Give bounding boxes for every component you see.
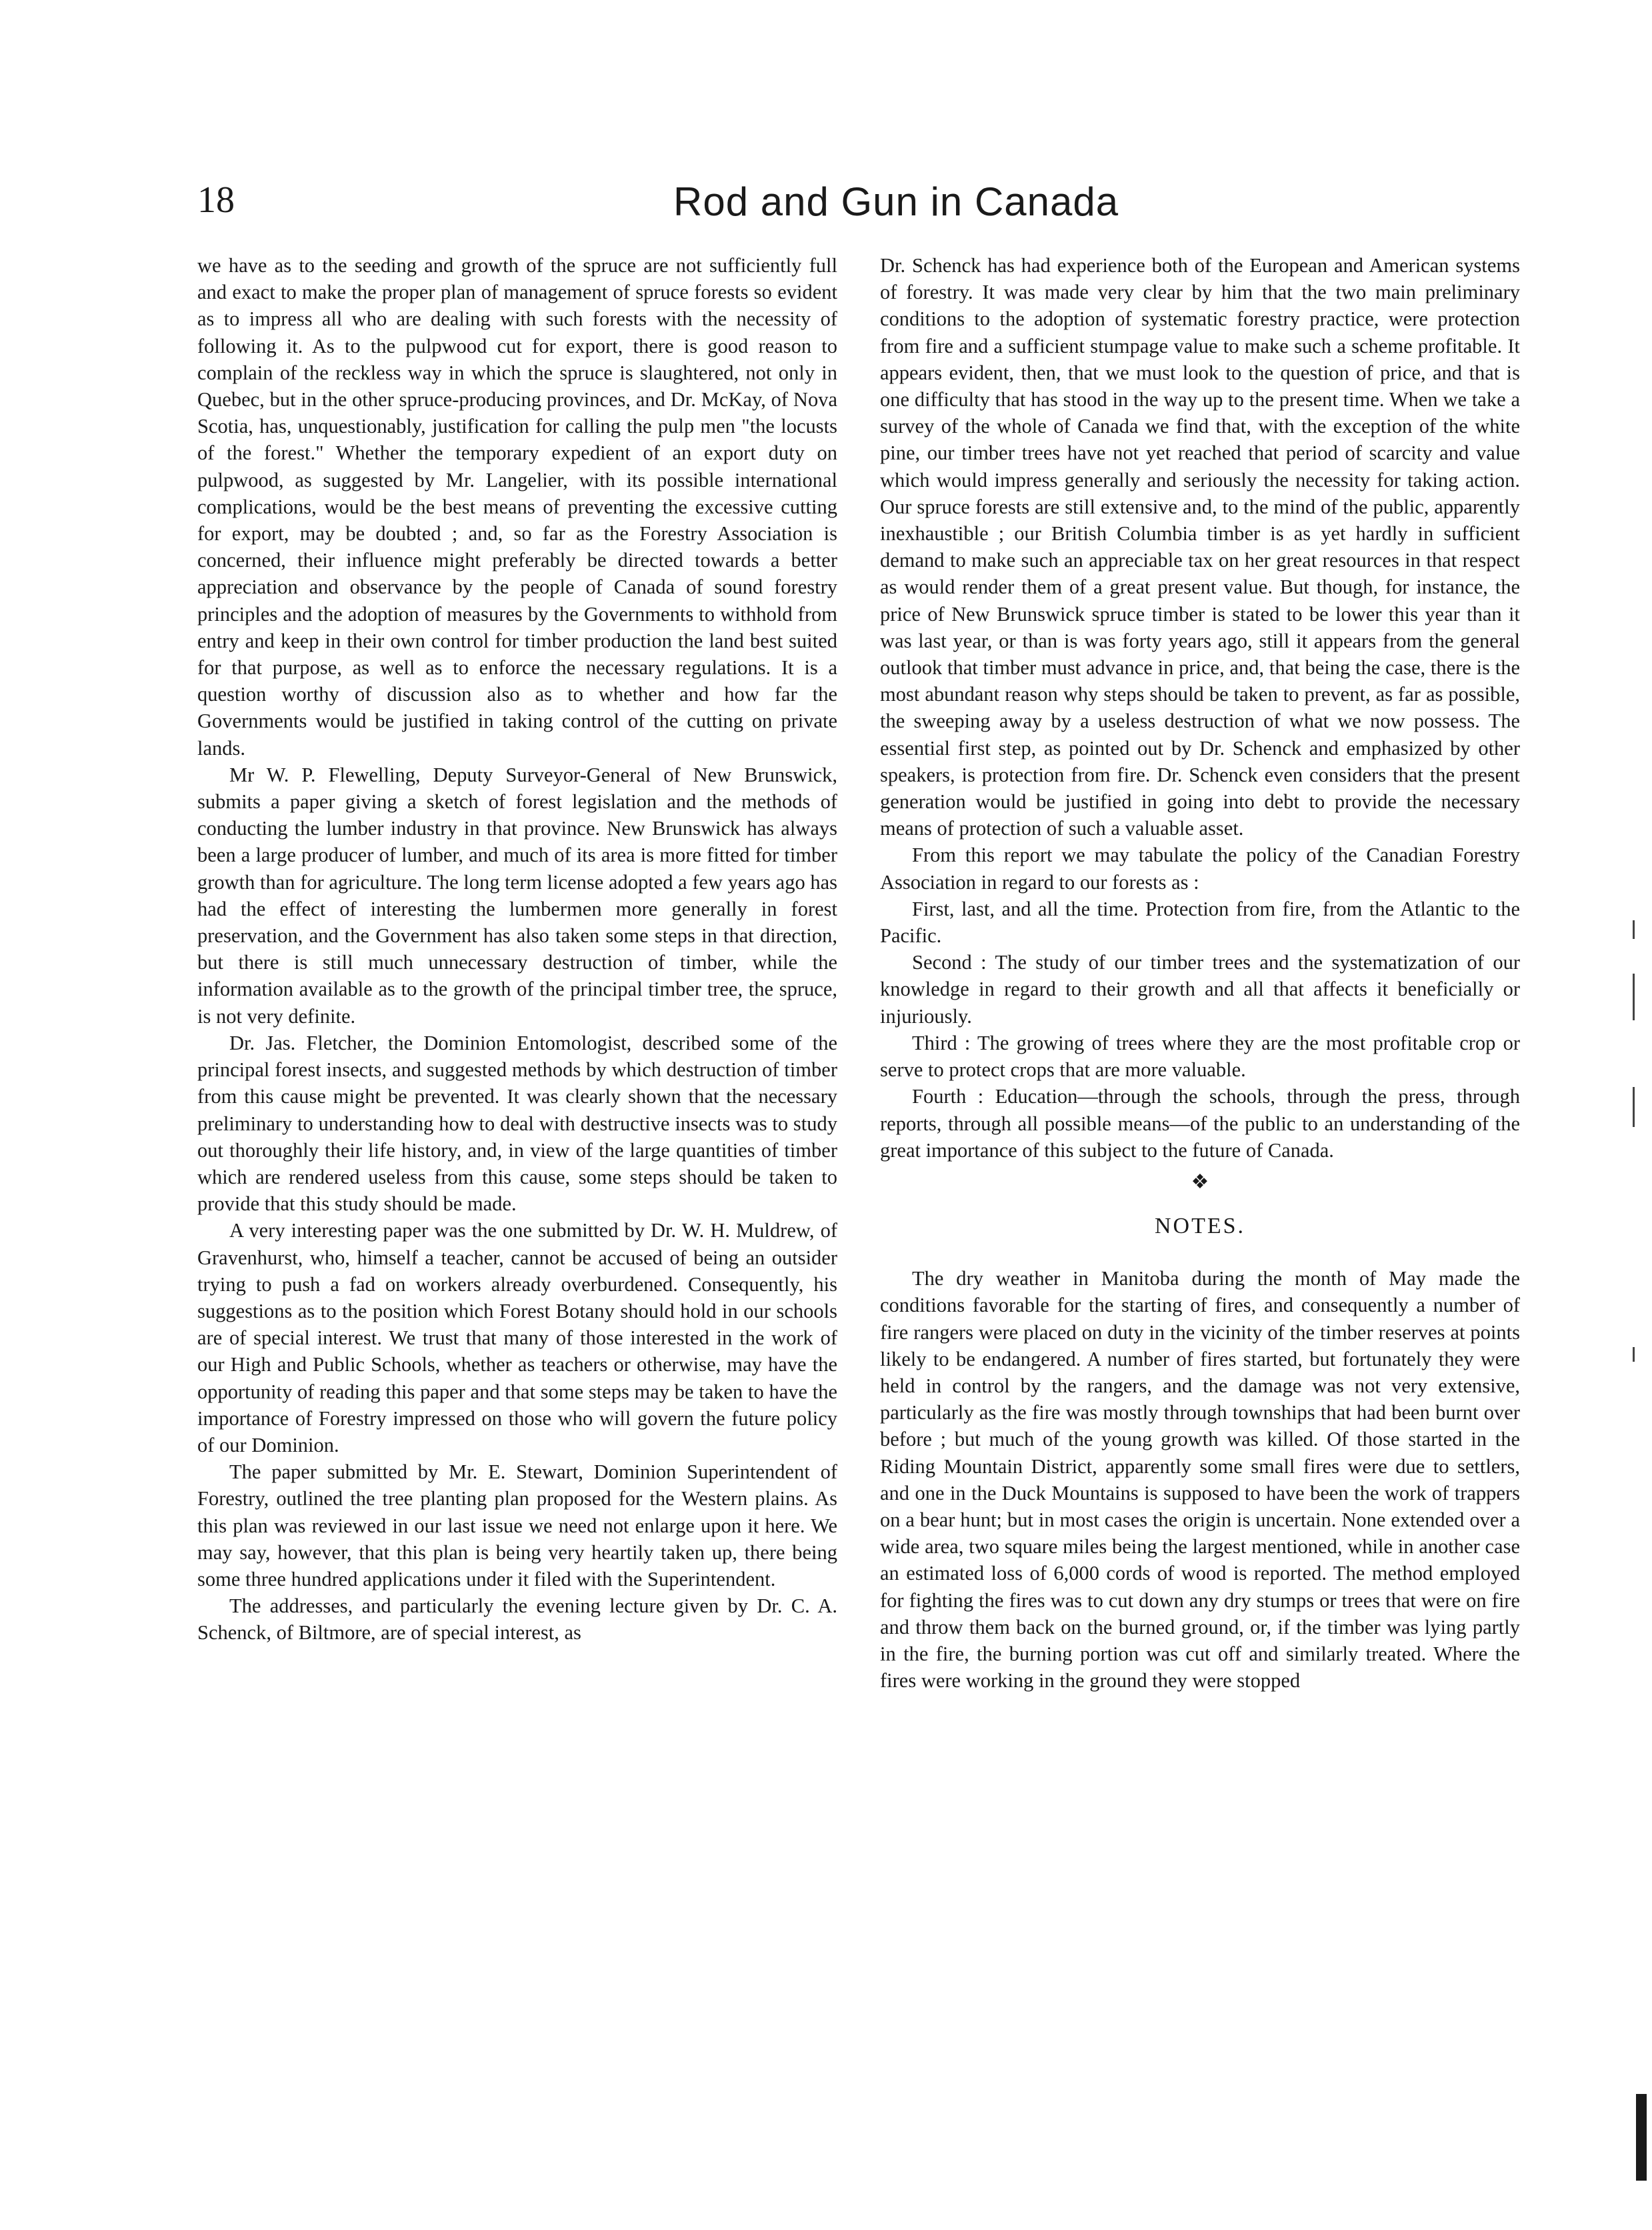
page-number: 18 (197, 179, 235, 221)
paragraph: The addresses, and particularly the evening lecture given by Dr. C. A. Schenck, of Biltmore, are of special interest, as (197, 1594, 837, 1644)
paragraph: Mr W. P. Flewelling, Deputy Surveyor-General of New Brunswick, submits a paper giving a sketch of forest legislation and the methods of conducting the lumber industry in that province. New Brunswick has always been a large producer of lumber, and much of its area is more fitted for timber growth than for agriculture. The long term license adopted a few years ago has had the effect of interesting the lumbermen more generally in forest preservation, and the Government has also taken some steps in that direction, but there is still much unnecessary destruction of timber, while the information available as to the growth of the principal timber tree, the spruce, is not very definite. (197, 763, 837, 1028)
left-column (197, 252, 837, 1646)
paragraph: Fourth : Education—through the schools, through the press, through reports, through all possible means—of the public to an understanding of the great importance of this subject to the future of Canada. (880, 1085, 1520, 1162)
notes-heading: NOTES. (1154, 1213, 1246, 1238)
margin-tick (1633, 920, 1635, 939)
paragraph: we have as to the seeding and growth of the spruce are not sufficiently full and exact to make the proper plan of management of spruce forests so evident as to impress all who are dealing with such forests with the necessity of following it. As to the pulpwood cut for export, there is good reason to complain of the reckless way in which the spruce is slaughtered, not only in Quebec, but in the other spruce-producing provinces, and Dr. McKay, of Nova Scotia, has, unquestionably, justification for calling the pulp men "the locusts of the forest." Whether the temporary expedient of an export duty on pulpwood, as suggested by Mr. Langelier, with its possible international complications, would be the best means of preventing the excessive cutting for export, may be doubted ; and, so far as the Forestry Association is concerned, their influence might preferably be directed towards a better appreciation and observance by the people of Canada of sound forestry principles and the adoption of measures by the Governments to withhold from entry and keep in their own control for timber production the land best suited for that purpose, as well as to enforce the necessary regulations. It is a question worthy of discussion also as to whether and how far the Governments would be justified in taking control of the cutting on private lands. (197, 254, 837, 760)
ornament-icon: ❖ (1191, 1170, 1209, 1193)
paragraph: From this report we may tabulate the policy of the Canadian Forestry Association in regard to our forests as : (880, 844, 1520, 894)
paragraph: Second : The study of our timber trees and the systematization of our knowledge in regard to their growth and all that affects it beneficially or injuriously. (880, 951, 1520, 1028)
running-title: Rod and Gun in Canada (673, 179, 1119, 224)
paragraph: Dr. Jas. Fletcher, the Dominion Entomologist, described some of the principal forest insects, and suggested methods by which destruction of timber from this cause might be prevented. It was clearly shown that the necessary preliminary to understanding how to deal with destructive insects was to study out thoroughly their life history, and, in view of the large quantities of timber which are rendered useless from this cause, some steps should be taken to provide that this study should be made. (197, 1031, 837, 1216)
paragraph: The paper submitted by Mr. E. Stewart, Dominion Superintendent of Forestry, outlined the tree planting plan proposed for the Western plains. As this plan was reviewed in our last issue we need not enlarge upon it here. We may say, however, that this plan is being very heartily taken up, there being some three hundred applications under it filed with the Superintendent. (197, 1460, 837, 1590)
paragraph: First, last, and all the time. Protection from fire, from the Atlantic to the Pacific. (880, 897, 1520, 948)
margin-marks (1631, 920, 1637, 1400)
margin-tick (1633, 1347, 1635, 1362)
right-column (880, 252, 1520, 1694)
paragraph: A very interesting paper was the one submitted by Dr. W. H. Muldrew, of Gravenhurst, who, himself a teacher, cannot be accused of being an outsider trying to push a fad on workers already overburdened. Consequently, his suggestions as to the position which Forest Botany should hold in our schools are of special interest. We trust that many of those interested in the work of our High and Public Schools, whether as teachers or otherwise, may have the opportunity of reading this paper and that some steps may be taken to have the importance of Forestry impressed on those who will govern the future policy of our Dominion. (197, 1219, 837, 1456)
paragraph: Dr. Schenck has had experience both of the European and American systems of forestry. It was made very clear by him that the two main preliminary conditions to the adoption of systematic forestry practice, were protection from fire and a sufficient stumpage value to make such a scheme profitable. It appears evident, then, that we must look to the question of price, and that is one difficulty that has stood in the way up to the present time. When we take a survey of the whole of Canada we find that, with the exception of the white pine, our timber trees have not yet reached that period of scarcity and value which would impress generally and seriously the necessity for taking action. Our spruce forests are still extensive and, to the mind of the public, apparently inexhaustible ; our British Columbia timber is as yet hardly in sufficient demand to make such an appreciable tax on her great resources in that respect as would render them of a great present value. But though, for instance, the price of New Brunswick spruce timber is stated to be lower this year than it was last year, or than is was forty years ago, still it appears from the general outlook that timber must advance in price, and, that being the case, there is the most abundant reason why steps should be taken to prevent, as far as possible, the sweeping away by a useless destruction of what we now possess. The essential first step, as pointed out by Dr. Schenck and emphasized by other speakers, is protection from fire. Dr. Schenck even considers that the present generation would be justified in going into debt to provide the necessary means of protection of such a valuable asset. (880, 254, 1520, 840)
paragraph: The dry weather in Manitoba during the month of May made the conditions favorable for the starting of fires, and consequently a number of fire rangers were placed on duty in the vicinity of the timber reserves at points likely to be endangered. A number of fires started, but fortunately they were held in control by the rangers, and the damage was not very extensive, particularly as the fire was mostly through townships that had been burnt over before ; but much of the young growth was killed. Of those started in the Riding Mountain District, apparently some small fires were due to settlers, and one in the Duck Mountains is supposed to have been the work of trappers on a bear hunt; but in most cases the origin is uncertain. None extended over a wide area, two square miles being the largest mentioned, while in another case an estimated loss of 6,000 cords of wood is reported. The method employed for fighting the fires was to cut down any dry stumps or trees that were on fire and throw them back on the burned ground, or, if the timber was lying partly in the fire, the burning portion was cut off and similarly treated. Where the fires were working in the ground they were stopped (880, 1267, 1520, 1693)
margin-tick (1633, 1087, 1635, 1127)
scan-edge-mark (1636, 2094, 1647, 2181)
margin-tick (1633, 974, 1635, 1020)
paragraph: Third : The growing of trees where they are the most profitable crop or serve to protect crops that are more valuable. (880, 1031, 1520, 1082)
